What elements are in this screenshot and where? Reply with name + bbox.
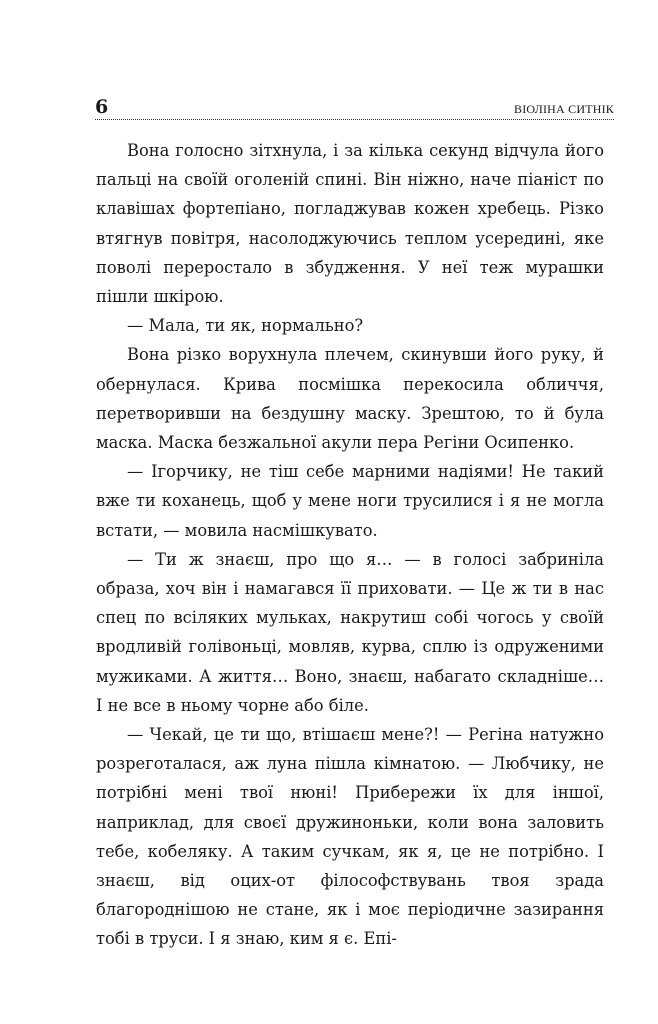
running-header	[95, 96, 614, 122]
paragraph: — Чекай, це ти що, втішаєш мене?! — Регіна натужно розреготалася, аж луна пішла кімнатою. — Любчику, не потрібні мені твої нюні! Прибережи їх для іншої, наприклад, для своєї дружиноньки, коли вона заловить тебе, кобеляку. А таким сучкам, як я, це не потрібно. І знаєш, від оцих-от філософствувань твоя зрада благороднішою не стане, як і моє періодичне зазирання тобі в труси. І я знаю, ким я є. Епі-	[96, 725, 604, 949]
header-dotted-rule	[95, 119, 614, 120]
paragraph: — Ти ж знаєш, про що я… — в голосі забриніла образа, хоч він і намагався її приховати. — Це ж ти в нас спец по всіляких мульках, накрутиш собі чогось у своїй вродливій голівоньці, мовляв, курва, сплю із одруженими мужиками. А життя… Воно, знаєш, набагато складніше… І не все в ньому чорне або біле.	[96, 549, 604, 715]
paragraph: Вона різко ворухнула плечем, скинувши його руку, й обернулася. Крива посмішка перекосила обличчя, перетворивши на бездушну маску. Зрештою, то й була маска. Маска безжальної акули пера Регіни Осипенко.	[96, 345, 604, 453]
paragraph: — Ігорчику, не тіш себе марними надіями! Не такий вже ти коханець, щоб у мене ноги трусилися і я не могла встати, — мовила насмішкувато.	[96, 462, 604, 540]
paragraph: — Мала, ти як, нормально?	[127, 316, 364, 336]
running-head-author: ВІОЛІНА СИТНІК	[513, 102, 614, 116]
page-number: 6	[95, 96, 109, 118]
body-text	[96, 136, 604, 954]
paragraph: Вона голосно зітхнула, і за кілька секунд відчула його пальці на своїй оголеній спині. Він ніжно, наче піаніст по клавішах фортепіано, погладжував кожен хребець. Різко втягнув повітря, насолоджуючись теплом усередині, яке поволі переростало в збудження. У неї теж мурашки пішли шкірою.	[96, 141, 604, 307]
